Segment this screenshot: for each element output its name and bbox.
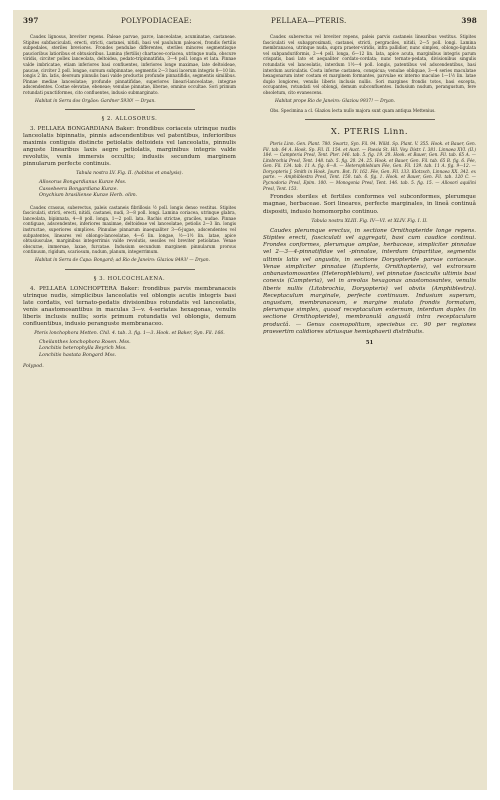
- species-diagnosis: 3. PELLAEA BONGARDIANA Baker: frondibus coriaceis utrinque nudis lanceolatis bipinnatis, pinnis adscendentibus vel patentibus, inferioribus maximis contiguis distincte petiolatis deltoideis vel lanceolatis, pinnulis anguste linearibus laxis aegre petiolatis, marginibus integris valde revolutis, venis immersis occultis; indusiis secundum marginem pinnularum perfecte continuis.: [23, 126, 236, 168]
- running-title-right: PELLAEA—PTERIS.: [271, 16, 347, 25]
- synonym: Onychium brasiliense Kunze Herb. olim.: [39, 193, 138, 199]
- description-paragraph: Caudex lignosus, breviter repens. Paleae parvae, parce, lanceolatae, acuminatae, castaneae. Stipites subfasciculati, erecti, stricti, castanei, nitidi, basi vel paululum paleacei, frondis fertilis subpedales, steriles breviores. Frondes pendulae differentes, steriles minores segmentisque paucioribus latioribus et obtusioribus. Lamina (fertilis) chartaceo-coriacea, utrinque nuda, obscure viridis, circiter pollex lanceolata, deltoidea, pedato-tripinnatifida, 3—4 poll. longa et lata. Pinnae valde imbricatae, etiam inferiores basi confluentes, inferiores longe maximae, late deltoideae, paucae, circiter 2 poll. longae, sursum subpinnatae, segmentis 2—3 basi lacerum integris 8—10 lin. longis 2 lin. latis, deorsum pinnulis basi valde productis profunde pinnatifidis, segmentis similibus. Pinnae mediae lanceolatae; profunde pinnatifidae, superiores lineari-lanceolatae, integrae adscendentes. Costae elevatae, ebeneae; venulae pinnatae, liberae, omnino occultae. Sori primum rotundati punctiformes, cito confluentes, indusio submarginato.: [23, 34, 236, 95]
- habitat-note: Habitat in Serra de Capa: Bongard; ad Rio de Janeiro: Glaziou 8493! — Dryan.: [35, 257, 211, 263]
- section-rule: [65, 269, 195, 270]
- plate-reference: Tabula nostra LV. Fig. II. (habitus et analysis).: [76, 171, 183, 177]
- citation: Pteris lonchophora Metten. Chil. 4. tab. 3. fig. 1—3. Hook. et Baker, Syn. Fil. 166.: [34, 330, 225, 336]
- synonym: Allosorus Bongardianus Kunze Mss.: [39, 180, 127, 186]
- synonym-list: [23, 180, 236, 199]
- running-header: [23, 16, 477, 30]
- section-rule: [305, 119, 435, 120]
- section-heading: § 3. HOLCOCHLAENA.: [93, 275, 166, 282]
- habitat-note: Habitat prope Rio de Janeiro: Glaziou 9937! — Dryan.: [275, 98, 396, 104]
- plate-reference: Tabula nostra XLIII. Fig. IV—VI. et XLIV. Fig. I. II.: [311, 218, 428, 224]
- running-title-left: POLYPODIACEAE:: [121, 16, 192, 25]
- synonym: Cassebeera Bongardiana Kunze.: [39, 186, 118, 192]
- right-column: [263, 34, 476, 782]
- page-number-right: 398: [461, 16, 477, 25]
- genus-description: Caudex plerumque erectus, in sectione Ornithopteride longe repens. Stipites erecti, fasciculati vel aggregati, basi cum caudice continui. Frondes conformes, plerumque amplae, herbaceae, simpliciter pinnatae vel 2—3—4-pinnatifidae vel -pinnatae, interdum tripartitae, segmentis ultimis latis vel angustis, in sectione Doryopteride parvae coriaceae. Venae simpliciter pinnatae (Eupteris, Ornithopteris), vel extrorsum anbanastomosantes (Heterophlebium), vel pinnatae fasciculis ultimis basi conexis (Campteria), vel in areolas hexagonas anastomosantes, venulis liberis nullis (Litobrochia, Doryopteris) vel obviis (Amphiblestra). Receptaculum marginale, perfecte continuum. Indusium superum, angustum, membranaceum, e margine mutato frondis formatum, plerumque simplex, quoad receptaculum externum, interdum duplex (in sectione Ornithopteride), membranulâ angustâ intra receptaculum productâ. — Genus cosmopolitum, speciebus cc. 90 per regiones praesertim calidiores utriusque hemisphaerii distributis.: [263, 227, 476, 335]
- section-heading: § 2. ALLOSORUS.: [101, 116, 158, 123]
- synonym: Cheilanthes lonchophora Rosen. Mss.: [39, 339, 131, 345]
- synonym-list: [23, 340, 236, 359]
- description-paragraph: Caudex crassus, suberectus, paleis castaneis fibrillosis ½ poll. longis denso vestitus. Stipites fasciculati, stricti, erecti, nitidi, castanei, nudi, 3—8 poll. longi. Lamina coriacea, utrinque glabra, lanceolata, bipinnata, 4—8 poll. longa, 1—2 poll. lata. Rachis strictae, graciles, nudae. Pinnae contiguae, adscendentes, inferiores maximae, deltoideae vel lanceolatae, petiolis 2—3 lin. longis instructae, superiores simplices. Pinnulae pinnarum inaequaliter 3—6-jugae, adscendentes vel subpatentes, lineares vel oblongo-lanceolatae, 4—6 lin. longae, ½—1½ lin. latae, apice obtusiusculae, marginibus integerrimis valde revolutis, sessiles vel breviter petiolatae. Venae obscurae, immersae, laxae, furcatae. Indusium secundum marginem pinnularum prorsus continuum, rigidum, scariosum, nudum, planum, integerrimum.: [23, 204, 236, 255]
- genus-diagnosis: Frondes steriles et fertiles conformes vel subconformes, plerumque magnae, herbaceae. Sori lineares, perfecte marginales, in lineâ continuâ dispositi, indusio homomorpho continuo.: [263, 194, 476, 215]
- signature-mark: Polypod.: [23, 363, 44, 369]
- observation-note: Obs. Specimina a cl. Glaziou lecta nullo majora sunt quam antiqua Mettenius.: [270, 108, 436, 114]
- synonym: Lonchitis heterophylla Beyrich Mss.: [39, 346, 127, 352]
- book-page: [13, 10, 487, 790]
- species-diagnosis: 4. PELLAEA LONCHOPTERA Baker: frondibus parvis membranaceis utrinque nudis, simplicibus lanceolatis vel oblongis acutis integris basi late cordatis, vel ternato-pedatis divisionibus rotundatis vel lanceolatis, venis anastomosantibus in maculas 3—v. 4-seriatas hexagonas, venulis liberis inclusis nullis; soris primum rotundatis vel oblongis, demum confluentibus, indusio peranguste membranaceo.: [23, 285, 236, 327]
- bibliography: Pteris Linn. Gen. Plant. 780. Swartz, Syn. Fil. 94. Willd. Sp. Plant. V. 355. Hook. et Bauer, Gen. Fil. tab. 64 A. Hook. Sp. Fil. II. 154. et Auct. — Paesia St. Hil. Voy. Distr. I. 381. Linnaea XVI. (II.) 184. — Campteria Presl, Tent. Pter. 146. tab. 5. fig. 19. 20. Hook. et Bauer, Gen. Fil. tab. 65 A. — Litobrochia Presl, Tent. 148. tab. 5. fig. 20. 24. 25. Hook. et Bauer, Gen. Fil. tab. 65 B. fig. 6. Fée, Gen. Fil. 134. tab. 11 A. fig. 6—8. — Heterophlebium Fée, Gen. Fil. 139. tab. 11 A. fig. 9—12. — Doryopteris J. Smith in Hook. Journ. Bot. IV. 162. Fée, Gen. Fil. 133. Klotzsch, Linnaea XX. 342. ex parte. — Amphiblestra Presl, Tent. 150. tab. 6. fig. 1. Hook. et Bauer, Gen. Fil. tab. 120 C. — Pycnodoria Presl, Epim. 100. — Monogonia Presl, Tent. 146. tab. 5. fig. 15. — Allosori aquilini Presl, Tent. 153.: [263, 140, 476, 191]
- description-paragraph: Caudex suberectus vel breviter repens, paleis parvis castaneis linearibus vestitus. Stipites fasciculati vel subapproximati, castanei, stricti, pergraciles, nitidi, 2—5 poll. longi. Lamina membranacea, utrinque nuda, supra praeter-viridis, infra pallidior, nunc simplex, oblongo-ligulata vel subpanduriformis, 2—4 poll. longa, 6—12 lin. lata, apice acuta, marginibus integris parum crispatis, basi lato et aequaliter cordato-cordata; nunc ternato-pedata, divisionibus singulis rotundatis vel lanceolatis, interdum 1½—4 poll. longis, patentibus vel adscendentibus, basi interdum auriculatis. Costa inferne castanea, conspicua; venulae obliquae, 3—4 series maculatae hexagonarum inter costam et marginem formantes, parvulae ex interno maculae 1—1½ lin. latae duplo longiores, venulis liberis inclusis nullis. Sori margines frondis totos, basi excepta, occupantes, rotundati vel oblongi, demum subconfluentes. Indusium nudum, perangustum, fere obsoletum, cito evanescens.: [263, 34, 476, 95]
- genus-title: X. PTERIS Linn.: [330, 125, 409, 136]
- sheet-number: 51: [365, 339, 374, 346]
- habitat-note: Habitat in Serra dos Orgãos: Gardner 5930! — Dryan.: [35, 98, 156, 104]
- page-number-left: 397: [23, 16, 39, 25]
- section-rule: [65, 109, 195, 110]
- synonym: Lonchitis hastata Bongard Mss.: [39, 352, 117, 358]
- left-column: [23, 34, 236, 782]
